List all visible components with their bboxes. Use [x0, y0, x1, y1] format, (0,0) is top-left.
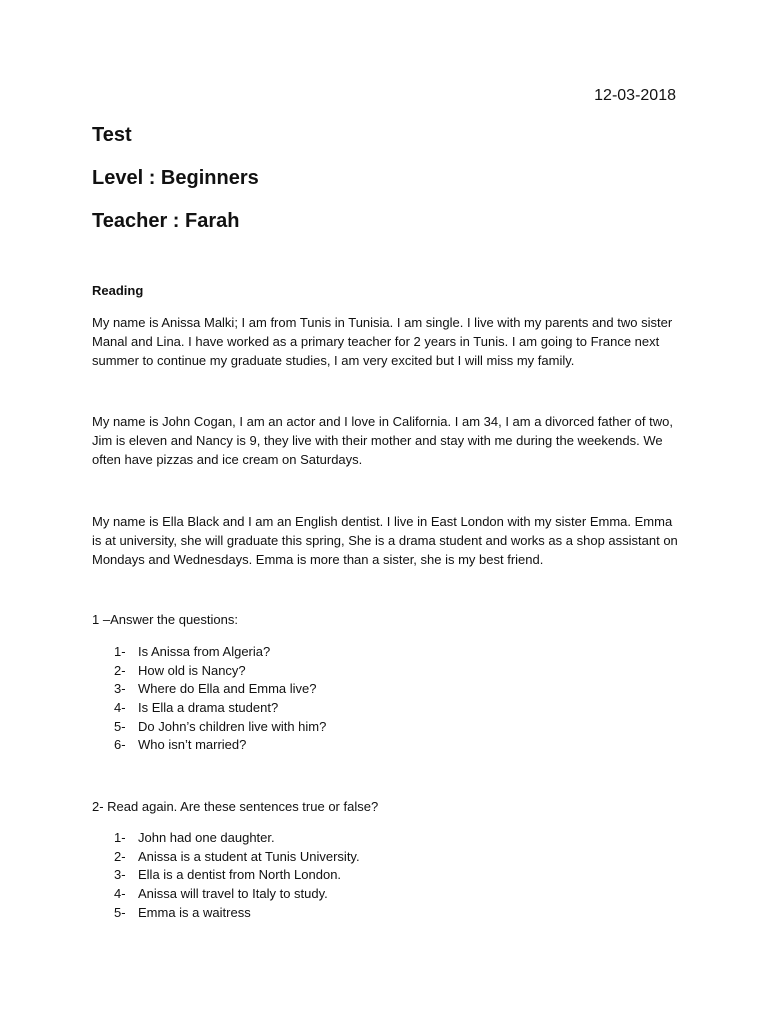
- item-text: Is Anissa from Algeria?: [138, 644, 271, 659]
- exercise1-question-list: [114, 643, 326, 755]
- item-text: How old is Nancy?: [138, 662, 246, 678]
- item-number: 6-: [114, 737, 126, 753]
- exercise1-title: 1 –Answer the questions:: [92, 612, 238, 627]
- reading-paragraph-john: My name is John Cogan, I am an actor and I love in California. I am 34, I am a divorced father of two, Jim is eleven and Nancy is 9, they live with their mother and stay with me during the weekends. We often have pizzas and ice cream on Saturdays.: [92, 414, 673, 467]
- test-date: 12-03-2018: [594, 87, 676, 104]
- item-number: 1-: [114, 644, 126, 659]
- level-heading: Level : Beginners: [92, 167, 259, 189]
- reading-section-title: Reading: [92, 283, 144, 298]
- exercise2-statement-list: [114, 829, 360, 922]
- item-text: Anissa will travel to Italy to study.: [138, 886, 328, 902]
- list-item: [114, 736, 326, 755]
- item-text: Do John’s children live with him?: [138, 718, 327, 734]
- item-number: 4-: [114, 886, 126, 902]
- list-item: [114, 848, 360, 867]
- list-item: [114, 699, 326, 718]
- document-title: Test: [92, 124, 132, 146]
- list-item: [114, 866, 360, 885]
- item-number: 1-: [114, 830, 126, 845]
- item-text: Where do Ella and Emma live?: [138, 681, 317, 697]
- reading-paragraph-ella: My name is Ella Black and I am an English dentist. I live in East London with my sister Emma. Emma is at university, she will graduate this spring, She is a drama student and works as a shop assistant on Mondays and Wednesdays. Emma is more than a sister, she is my best friend.: [92, 514, 678, 567]
- list-item: [114, 718, 326, 737]
- item-number: 4-: [114, 700, 126, 716]
- item-number: 3-: [114, 681, 126, 697]
- item-text: Emma is a waitress: [138, 904, 251, 920]
- item-text: Ella is a dentist from North London.: [138, 867, 342, 883]
- item-text: Anissa is a student at Tunis University.: [138, 848, 360, 864]
- list-item: [114, 643, 326, 662]
- item-number: 2-: [114, 848, 126, 864]
- list-item: [114, 904, 360, 923]
- list-item: [114, 829, 360, 848]
- list-item: [114, 885, 360, 904]
- teacher-heading: Teacher : Farah: [92, 210, 240, 232]
- exercise2-title: 2- Read again. Are these sentences true or false?: [92, 799, 379, 814]
- item-text: John had one daughter.: [138, 830, 275, 845]
- item-text: Is Ella a drama student?: [138, 700, 279, 716]
- list-item: [114, 680, 326, 699]
- list-item: [114, 662, 326, 681]
- reading-paragraph-anissa: My name is Anissa Malki; I am from Tunis in Tunisia. I am single. I live with my parents and two sister Manal and Lina. I have worked as a primary teacher for 2 years in Tunis. I am going to France next summer to continue my graduate studies, I am very excited but I will miss my family.: [92, 315, 673, 368]
- item-text: Who isn’t married?: [138, 737, 247, 753]
- item-number: 2-: [114, 662, 126, 678]
- item-number: 5-: [114, 904, 126, 920]
- item-number: 3-: [114, 867, 126, 883]
- item-number: 5-: [114, 718, 126, 734]
